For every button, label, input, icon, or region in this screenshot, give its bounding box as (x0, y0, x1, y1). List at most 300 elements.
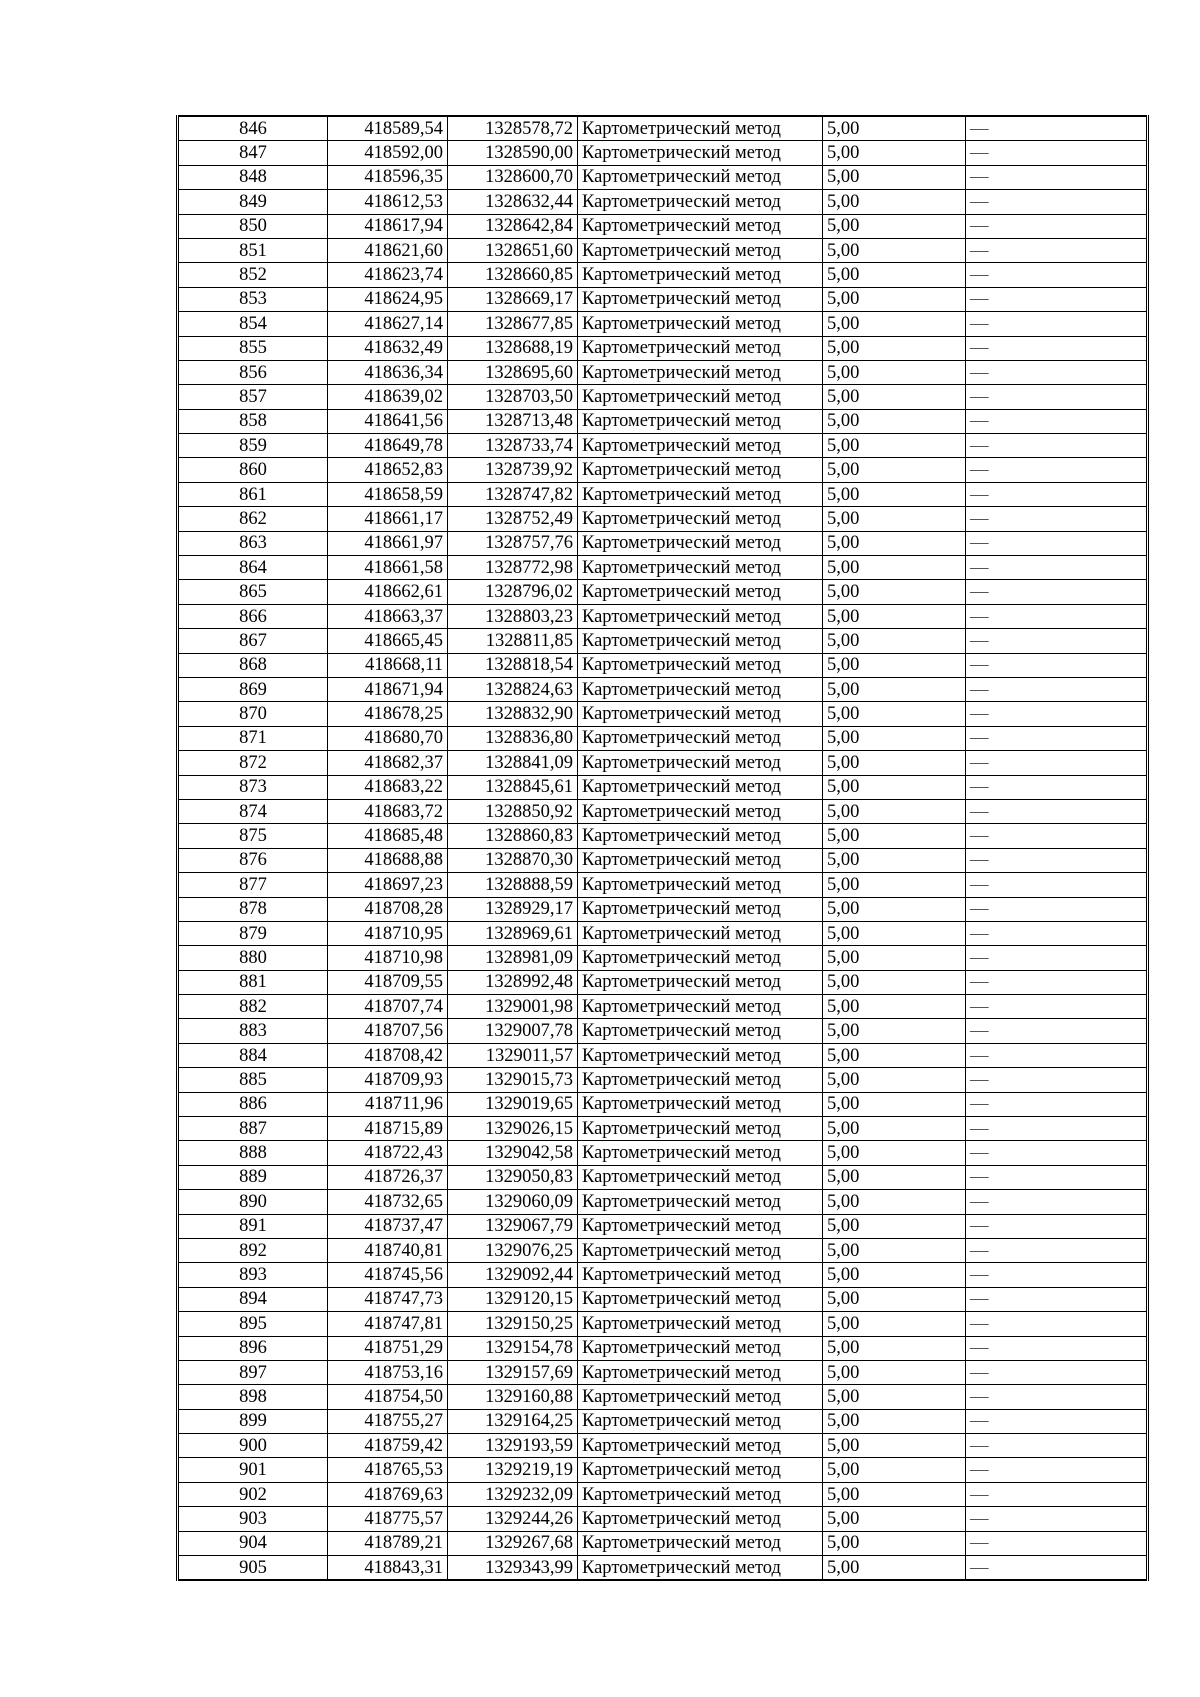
x-coordinate-cell: 418662,61 (328, 580, 448, 604)
accuracy-cell: 5,00 (823, 214, 966, 238)
table-row (178, 1190, 1148, 1214)
accuracy-cell: 5,00 (823, 1287, 966, 1311)
table-row (178, 1385, 1148, 1409)
method-cell: Картометрический метод (578, 1287, 823, 1311)
x-coordinate-cell: 418661,58 (328, 556, 448, 580)
description-cell: — (966, 531, 1148, 555)
x-coordinate-cell: 418755,27 (328, 1409, 448, 1433)
description-cell: — (966, 141, 1148, 165)
table-row (178, 1312, 1148, 1336)
x-coordinate-cell: 418649,78 (328, 434, 448, 458)
method-cell: Картометрический метод (578, 702, 823, 726)
point-number-cell: 900 (178, 1434, 328, 1458)
table-row (178, 629, 1148, 653)
y-coordinate-cell: 1329120,15 (448, 1287, 578, 1311)
y-coordinate-cell: 1328739,92 (448, 458, 578, 482)
method-cell: Картометрический метод (578, 677, 823, 701)
description-cell: — (966, 1263, 1148, 1287)
description-cell: — (966, 848, 1148, 872)
table-row (178, 1531, 1148, 1555)
point-number-cell: 848 (178, 165, 328, 189)
x-coordinate-cell: 418592,00 (328, 141, 448, 165)
point-number-cell: 872 (178, 751, 328, 775)
point-number-cell: 850 (178, 214, 328, 238)
method-cell: Картометрический метод (578, 1434, 823, 1458)
y-coordinate-cell: 1328600,70 (448, 165, 578, 189)
table-row (178, 507, 1148, 531)
description-cell: — (966, 482, 1148, 506)
table-row (178, 1165, 1148, 1189)
table-row (178, 531, 1148, 555)
point-number-cell: 880 (178, 946, 328, 970)
table-row (178, 385, 1148, 409)
method-cell: Картометрический метод (578, 1043, 823, 1067)
description-cell: — (966, 1385, 1148, 1409)
y-coordinate-cell: 1328836,80 (448, 726, 578, 750)
x-coordinate-cell: 418617,94 (328, 214, 448, 238)
accuracy-cell: 5,00 (823, 629, 966, 653)
point-number-cell: 897 (178, 1360, 328, 1384)
table-row (178, 897, 1148, 921)
point-number-cell: 885 (178, 1068, 328, 1092)
accuracy-cell: 5,00 (823, 1556, 966, 1581)
table-row (178, 1409, 1148, 1433)
description-cell: — (966, 507, 1148, 531)
y-coordinate-cell: 1328969,61 (448, 921, 578, 945)
description-cell: — (966, 409, 1148, 433)
y-coordinate-cell: 1328752,49 (448, 507, 578, 531)
accuracy-cell: 5,00 (823, 238, 966, 262)
description-cell: — (966, 1141, 1148, 1165)
y-coordinate-cell: 1329232,09 (448, 1482, 578, 1506)
y-coordinate-cell: 1328660,85 (448, 263, 578, 287)
point-number-cell: 886 (178, 1092, 328, 1116)
method-cell: Картометрический метод (578, 921, 823, 945)
table-row (178, 970, 1148, 994)
table-row (178, 1482, 1148, 1506)
description-cell: — (966, 921, 1148, 945)
method-cell: Картометрический метод (578, 775, 823, 799)
accuracy-cell: 5,00 (823, 1214, 966, 1238)
method-cell: Картометрический метод (578, 263, 823, 287)
y-coordinate-cell: 1329267,68 (448, 1531, 578, 1555)
y-coordinate-cell: 1328772,98 (448, 556, 578, 580)
x-coordinate-cell: 418710,98 (328, 946, 448, 970)
y-coordinate-cell: 1328688,19 (448, 336, 578, 360)
x-coordinate-cell: 418707,56 (328, 1019, 448, 1043)
method-cell: Картометрический метод (578, 653, 823, 677)
y-coordinate-cell: 1328832,90 (448, 702, 578, 726)
y-coordinate-cell: 1328695,60 (448, 360, 578, 384)
table-row (178, 1263, 1148, 1287)
y-coordinate-cell: 1329157,69 (448, 1360, 578, 1384)
method-cell: Картометрический метод (578, 1141, 823, 1165)
x-coordinate-cell: 418683,72 (328, 799, 448, 823)
y-coordinate-cell: 1329154,78 (448, 1336, 578, 1360)
y-coordinate-cell: 1329076,25 (448, 1238, 578, 1262)
x-coordinate-cell: 418636,34 (328, 360, 448, 384)
point-number-cell: 887 (178, 1117, 328, 1141)
point-number-cell: 857 (178, 385, 328, 409)
method-cell: Картометрический метод (578, 385, 823, 409)
table-row (178, 702, 1148, 726)
x-coordinate-cell: 418726,37 (328, 1165, 448, 1189)
y-coordinate-cell: 1329001,98 (448, 995, 578, 1019)
point-number-cell: 849 (178, 190, 328, 214)
accuracy-cell: 5,00 (823, 458, 966, 482)
point-number-cell: 899 (178, 1409, 328, 1433)
accuracy-cell: 5,00 (823, 1092, 966, 1116)
accuracy-cell: 5,00 (823, 775, 966, 799)
point-number-cell: 904 (178, 1531, 328, 1555)
point-number-cell: 873 (178, 775, 328, 799)
y-coordinate-cell: 1328824,63 (448, 677, 578, 701)
table-row (178, 1019, 1148, 1043)
description-cell: — (966, 287, 1148, 311)
y-coordinate-cell: 1328845,61 (448, 775, 578, 799)
y-coordinate-cell: 1329092,44 (448, 1263, 578, 1287)
accuracy-cell: 5,00 (823, 751, 966, 775)
accuracy-cell: 5,00 (823, 1263, 966, 1287)
accuracy-cell: 5,00 (823, 385, 966, 409)
x-coordinate-cell: 418707,74 (328, 995, 448, 1019)
y-coordinate-cell: 1328811,85 (448, 629, 578, 653)
description-cell: — (966, 238, 1148, 262)
accuracy-cell: 5,00 (823, 1336, 966, 1360)
point-number-cell: 869 (178, 677, 328, 701)
table-row (178, 1434, 1148, 1458)
method-cell: Картометрический метод (578, 1165, 823, 1189)
table-row (178, 116, 1148, 141)
table-row (178, 336, 1148, 360)
x-coordinate-cell: 418711,96 (328, 1092, 448, 1116)
description-cell: — (966, 629, 1148, 653)
description-cell: — (966, 726, 1148, 750)
y-coordinate-cell: 1329067,79 (448, 1214, 578, 1238)
method-cell: Картометрический метод (578, 897, 823, 921)
method-cell: Картометрический метод (578, 1263, 823, 1287)
description-cell: — (966, 1190, 1148, 1214)
table-row (178, 1360, 1148, 1384)
x-coordinate-cell: 418685,48 (328, 824, 448, 848)
table-row (178, 604, 1148, 628)
x-coordinate-cell: 418671,94 (328, 677, 448, 701)
point-number-cell: 877 (178, 873, 328, 897)
x-coordinate-cell: 418708,42 (328, 1043, 448, 1067)
point-number-cell: 893 (178, 1263, 328, 1287)
point-number-cell: 874 (178, 799, 328, 823)
accuracy-cell: 5,00 (823, 970, 966, 994)
description-cell: — (966, 1019, 1148, 1043)
method-cell: Картометрический метод (578, 726, 823, 750)
accuracy-cell: 5,00 (823, 190, 966, 214)
method-cell: Картометрический метод (578, 287, 823, 311)
method-cell: Картометрический метод (578, 1458, 823, 1482)
x-coordinate-cell: 418843,31 (328, 1556, 448, 1581)
accuracy-cell: 5,00 (823, 677, 966, 701)
accuracy-cell: 5,00 (823, 1117, 966, 1141)
x-coordinate-cell: 418658,59 (328, 482, 448, 506)
x-coordinate-cell: 418632,49 (328, 336, 448, 360)
description-cell: — (966, 1458, 1148, 1482)
point-number-cell: 879 (178, 921, 328, 945)
table-row (178, 1141, 1148, 1165)
accuracy-cell: 5,00 (823, 1409, 966, 1433)
x-coordinate-cell: 418596,35 (328, 165, 448, 189)
x-coordinate-cell: 418769,63 (328, 1482, 448, 1506)
table-row (178, 214, 1148, 238)
accuracy-cell: 5,00 (823, 580, 966, 604)
x-coordinate-cell: 418682,37 (328, 751, 448, 775)
y-coordinate-cell: 1328713,48 (448, 409, 578, 433)
method-cell: Картометрический метод (578, 214, 823, 238)
method-cell: Картометрический метод (578, 1507, 823, 1531)
x-coordinate-cell: 418789,21 (328, 1531, 448, 1555)
point-number-cell: 858 (178, 409, 328, 433)
x-coordinate-cell: 418641,56 (328, 409, 448, 433)
x-coordinate-cell: 418624,95 (328, 287, 448, 311)
point-number-cell: 854 (178, 312, 328, 336)
table-row (178, 1238, 1148, 1262)
description-cell: — (966, 263, 1148, 287)
y-coordinate-cell: 1328632,44 (448, 190, 578, 214)
x-coordinate-cell: 418709,55 (328, 970, 448, 994)
point-number-cell: 881 (178, 970, 328, 994)
accuracy-cell: 5,00 (823, 531, 966, 555)
method-cell: Картометрический метод (578, 434, 823, 458)
description-cell: — (966, 1043, 1148, 1067)
method-cell: Картометрический метод (578, 556, 823, 580)
table-row (178, 482, 1148, 506)
method-cell: Картометрический метод (578, 190, 823, 214)
y-coordinate-cell: 1329160,88 (448, 1385, 578, 1409)
x-coordinate-cell: 418668,11 (328, 653, 448, 677)
accuracy-cell: 5,00 (823, 1385, 966, 1409)
x-coordinate-cell: 418740,81 (328, 1238, 448, 1262)
y-coordinate-cell: 1328733,74 (448, 434, 578, 458)
table-row (178, 190, 1148, 214)
table-row (178, 1043, 1148, 1067)
point-number-cell: 878 (178, 897, 328, 921)
method-cell: Картометрический метод (578, 360, 823, 384)
description-cell: — (966, 1434, 1148, 1458)
point-number-cell: 891 (178, 1214, 328, 1238)
accuracy-cell: 5,00 (823, 409, 966, 433)
y-coordinate-cell: 1328929,17 (448, 897, 578, 921)
accuracy-cell: 5,00 (823, 1043, 966, 1067)
description-cell: — (966, 1482, 1148, 1506)
description-cell: — (966, 995, 1148, 1019)
method-cell: Картометрический метод (578, 873, 823, 897)
description-cell: — (966, 653, 1148, 677)
x-coordinate-cell: 418688,88 (328, 848, 448, 872)
x-coordinate-cell: 418765,53 (328, 1458, 448, 1482)
description-cell: — (966, 702, 1148, 726)
table-row (178, 824, 1148, 848)
x-coordinate-cell: 418680,70 (328, 726, 448, 750)
description-cell: — (966, 873, 1148, 897)
point-number-cell: 895 (178, 1312, 328, 1336)
y-coordinate-cell: 1328703,50 (448, 385, 578, 409)
method-cell: Картометрический метод (578, 799, 823, 823)
accuracy-cell: 5,00 (823, 873, 966, 897)
x-coordinate-cell: 418683,22 (328, 775, 448, 799)
description-cell: — (966, 1409, 1148, 1433)
table-row (178, 677, 1148, 701)
method-cell: Картометрический метод (578, 165, 823, 189)
y-coordinate-cell: 1329060,09 (448, 1190, 578, 1214)
accuracy-cell: 5,00 (823, 1507, 966, 1531)
table-row (178, 1458, 1148, 1482)
point-number-cell: 898 (178, 1385, 328, 1409)
table-row (178, 946, 1148, 970)
table-row (178, 751, 1148, 775)
accuracy-cell: 5,00 (823, 312, 966, 336)
method-cell: Картометрический метод (578, 312, 823, 336)
accuracy-cell: 5,00 (823, 116, 966, 141)
table-row (178, 995, 1148, 1019)
point-number-cell: 888 (178, 1141, 328, 1165)
description-cell: — (966, 1336, 1148, 1360)
table-row (178, 848, 1148, 872)
method-cell: Картометрический метод (578, 409, 823, 433)
method-cell: Картометрический метод (578, 1312, 823, 1336)
table-row (178, 1214, 1148, 1238)
description-cell: — (966, 580, 1148, 604)
point-number-cell: 875 (178, 824, 328, 848)
description-cell: — (966, 556, 1148, 580)
y-coordinate-cell: 1329007,78 (448, 1019, 578, 1043)
method-cell: Картометрический метод (578, 1385, 823, 1409)
y-coordinate-cell: 1329244,26 (448, 1507, 578, 1531)
point-number-cell: 865 (178, 580, 328, 604)
x-coordinate-cell: 418775,57 (328, 1507, 448, 1531)
table-row (178, 1092, 1148, 1116)
y-coordinate-cell: 1329019,65 (448, 1092, 578, 1116)
accuracy-cell: 5,00 (823, 1165, 966, 1189)
method-cell: Картометрический метод (578, 1092, 823, 1116)
x-coordinate-cell: 418759,42 (328, 1434, 448, 1458)
accuracy-cell: 5,00 (823, 287, 966, 311)
point-number-cell: 859 (178, 434, 328, 458)
table-row (178, 165, 1148, 189)
point-number-cell: 846 (178, 116, 328, 141)
accuracy-cell: 5,00 (823, 556, 966, 580)
x-coordinate-cell: 418715,89 (328, 1117, 448, 1141)
x-coordinate-cell: 418621,60 (328, 238, 448, 262)
description-cell: — (966, 677, 1148, 701)
table-row (178, 799, 1148, 823)
x-coordinate-cell: 418754,50 (328, 1385, 448, 1409)
x-coordinate-cell: 418663,37 (328, 604, 448, 628)
method-cell: Картометрический метод (578, 1360, 823, 1384)
description-cell: — (966, 434, 1148, 458)
table-row (178, 238, 1148, 262)
point-number-cell: 896 (178, 1336, 328, 1360)
accuracy-cell: 5,00 (823, 848, 966, 872)
x-coordinate-cell: 418589,54 (328, 116, 448, 141)
description-cell: — (966, 1312, 1148, 1336)
x-coordinate-cell: 418697,23 (328, 873, 448, 897)
description-cell: — (966, 1287, 1148, 1311)
y-coordinate-cell: 1328870,30 (448, 848, 578, 872)
description-cell: — (966, 751, 1148, 775)
table-row (178, 287, 1148, 311)
method-cell: Картометрический метод (578, 1531, 823, 1555)
y-coordinate-cell: 1329026,15 (448, 1117, 578, 1141)
point-number-cell: 871 (178, 726, 328, 750)
method-cell: Картометрический метод (578, 1238, 823, 1262)
accuracy-cell: 5,00 (823, 141, 966, 165)
x-coordinate-cell: 418747,81 (328, 1312, 448, 1336)
method-cell: Картометрический метод (578, 970, 823, 994)
point-number-cell: 866 (178, 604, 328, 628)
x-coordinate-cell: 418639,02 (328, 385, 448, 409)
y-coordinate-cell: 1329015,73 (448, 1068, 578, 1092)
point-number-cell: 890 (178, 1190, 328, 1214)
table-row (178, 312, 1148, 336)
method-cell: Картометрический метод (578, 458, 823, 482)
point-number-cell: 862 (178, 507, 328, 531)
table-row (178, 458, 1148, 482)
point-number-cell: 894 (178, 1287, 328, 1311)
point-number-cell: 883 (178, 1019, 328, 1043)
table-row (178, 360, 1148, 384)
description-cell: — (966, 336, 1148, 360)
method-cell: Картометрический метод (578, 336, 823, 360)
accuracy-cell: 5,00 (823, 1068, 966, 1092)
accuracy-cell: 5,00 (823, 336, 966, 360)
accuracy-cell: 5,00 (823, 1238, 966, 1262)
method-cell: Картометрический метод (578, 1409, 823, 1433)
table-row (178, 775, 1148, 799)
x-coordinate-cell: 418665,45 (328, 629, 448, 653)
point-number-cell: 892 (178, 1238, 328, 1262)
accuracy-cell: 5,00 (823, 1482, 966, 1506)
y-coordinate-cell: 1328803,23 (448, 604, 578, 628)
accuracy-cell: 5,00 (823, 702, 966, 726)
description-cell: — (966, 1214, 1148, 1238)
method-cell: Картометрический метод (578, 1482, 823, 1506)
x-coordinate-cell: 418737,47 (328, 1214, 448, 1238)
point-number-cell: 863 (178, 531, 328, 555)
coordinates-table (176, 115, 1149, 1581)
accuracy-cell: 5,00 (823, 653, 966, 677)
description-cell: — (966, 1117, 1148, 1141)
y-coordinate-cell: 1329042,58 (448, 1141, 578, 1165)
point-number-cell: 884 (178, 1043, 328, 1067)
description-cell: — (966, 116, 1148, 141)
accuracy-cell: 5,00 (823, 1141, 966, 1165)
table-row (178, 653, 1148, 677)
table-row (178, 141, 1148, 165)
y-coordinate-cell: 1328818,54 (448, 653, 578, 677)
accuracy-cell: 5,00 (823, 1019, 966, 1043)
x-coordinate-cell: 418678,25 (328, 702, 448, 726)
accuracy-cell: 5,00 (823, 897, 966, 921)
description-cell: — (966, 1507, 1148, 1531)
coordinates-table-body (178, 116, 1148, 1580)
description-cell: — (966, 604, 1148, 628)
y-coordinate-cell: 1328642,84 (448, 214, 578, 238)
y-coordinate-cell: 1329164,25 (448, 1409, 578, 1433)
description-cell: — (966, 1531, 1148, 1555)
y-coordinate-cell: 1328850,92 (448, 799, 578, 823)
point-number-cell: 870 (178, 702, 328, 726)
method-cell: Картометрический метод (578, 629, 823, 653)
point-number-cell: 882 (178, 995, 328, 1019)
x-coordinate-cell: 418661,17 (328, 507, 448, 531)
